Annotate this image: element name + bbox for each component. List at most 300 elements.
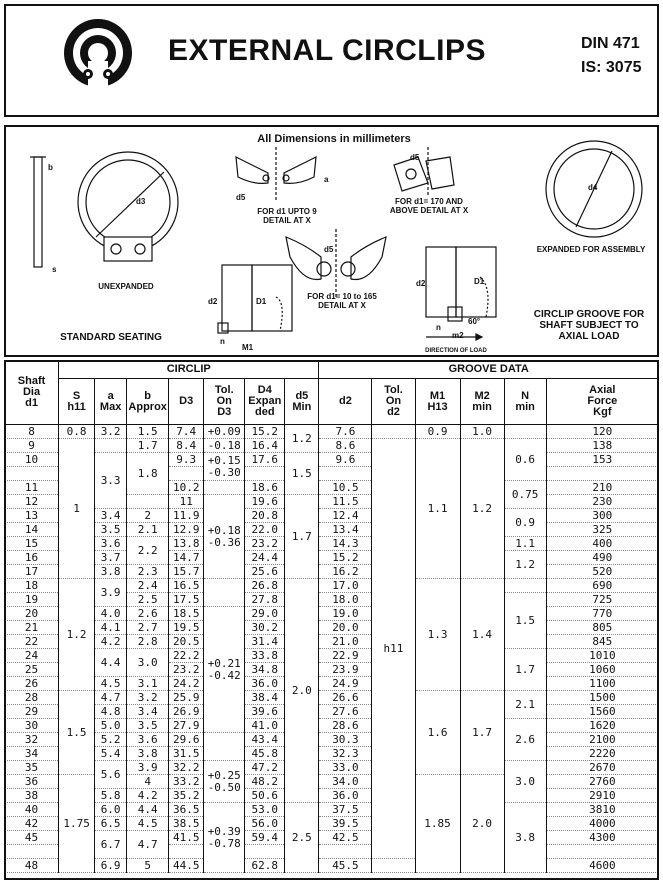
cell-d1: 20: [5, 607, 59, 621]
cell-b: 5: [127, 859, 169, 873]
cell-d1: 10: [5, 453, 59, 467]
cell-a: 5.4: [95, 747, 127, 761]
cell-m2: 2.0: [460, 775, 504, 873]
cell-a: 4.2: [95, 635, 127, 649]
cell-force: 805: [546, 621, 658, 635]
cell-d1: 11: [5, 481, 59, 495]
cell-d4: 24.4: [245, 551, 285, 565]
cell-d4: 29.0: [245, 607, 285, 621]
cell-d2: 21.0: [319, 635, 372, 649]
cell-force: 2670: [546, 761, 658, 775]
cell-d2: 17.0: [319, 579, 372, 593]
cell-force: 1560: [546, 705, 658, 719]
table-body: [5, 425, 659, 873]
cell-n: 3.8: [504, 803, 546, 873]
cell-d3: 23.2: [169, 663, 204, 677]
table-row: [5, 691, 659, 705]
cell-tol3: +0.39 -0.78: [204, 803, 245, 873]
cell-d2: 16.2: [319, 565, 372, 579]
table-row: [5, 761, 659, 775]
cell-a: 3.7: [95, 551, 127, 565]
dim-d3: d3: [136, 197, 146, 206]
cell-d1: 45: [5, 831, 59, 845]
circlip-logo-icon: [58, 16, 138, 94]
cell-d3: 31.5: [169, 747, 204, 761]
cell-d2: 37.5: [319, 803, 372, 817]
dim-d2-b: d2: [416, 279, 426, 288]
cell-a: 6.9: [95, 859, 127, 873]
cell-d1: [5, 467, 59, 481]
cell-a: 6.5: [95, 817, 127, 831]
dim-m2: m2: [452, 331, 464, 340]
din-code: DIN 471: [581, 35, 640, 52]
cell-force: 4000: [546, 817, 658, 831]
cell-b: 1.7: [127, 439, 169, 453]
cell-d2: 20.0: [319, 621, 372, 635]
table-row: [5, 635, 659, 649]
table-row: [5, 789, 659, 803]
table-row: [5, 859, 659, 873]
cell-d4: 43.4: [245, 733, 285, 747]
cell-b: 2: [127, 509, 169, 523]
cell-b: 4.5: [127, 817, 169, 831]
cell-m1: 1.1: [415, 439, 460, 579]
cell-s: 1.5: [59, 691, 95, 775]
header-d2: d2: [319, 379, 372, 425]
cell-d3: 35.2: [169, 789, 204, 803]
cell-n: 2.6: [504, 719, 546, 761]
header-d4: D4 Expan ded: [245, 379, 285, 425]
dim-d5-b: d5: [410, 153, 420, 162]
table-row: [5, 607, 659, 621]
dim-a: a: [324, 175, 329, 184]
cell-force: 210: [546, 481, 658, 495]
cell-d2: 42.5: [319, 831, 372, 845]
cell-d3: 27.9: [169, 719, 204, 733]
cell-force: 2760: [546, 775, 658, 789]
cell-tol3: +0.25 -0.50: [204, 761, 245, 803]
cell-b: 3.2: [127, 691, 169, 705]
cell-b: 3.1: [127, 677, 169, 691]
header: [4, 4, 659, 117]
dim-D1: D1: [256, 297, 267, 306]
cell-d2: 32.3: [319, 747, 372, 761]
cell-n: 1.2: [504, 551, 546, 579]
cell-d1: 13: [5, 509, 59, 523]
table-row: [5, 831, 659, 845]
cell-d4: 18.6: [245, 481, 285, 495]
cell-force: 153: [546, 453, 658, 467]
dim-M1: M1: [242, 343, 254, 352]
cell-tol3: [204, 733, 245, 761]
cell-a: 4.5: [95, 677, 127, 691]
table-row: [5, 579, 659, 593]
cell-m2: 1.4: [460, 579, 504, 691]
cell-d1: 12: [5, 495, 59, 509]
table-row: [5, 719, 659, 733]
cell-d3: 15.7: [169, 565, 204, 579]
cell-d4: 41.0: [245, 719, 285, 733]
cell-tol2: h11: [372, 439, 415, 859]
cell-d1: 14: [5, 523, 59, 537]
cell-b: 2.8: [127, 635, 169, 649]
unexpanded-label: UNEXPANDED: [98, 282, 154, 291]
groove-note-label: CIRCLIP GROOVE FOR SHAFT SUBJECT TO AXIAL LOAD: [533, 309, 645, 342]
cell-force: 770: [546, 607, 658, 621]
cell-force: 3810: [546, 803, 658, 817]
table-row: [5, 453, 659, 467]
cell-b: 3.6: [127, 733, 169, 747]
expanded-label: EXPANDED FOR ASSEMBLY: [536, 245, 646, 254]
cell-d1: 32: [5, 733, 59, 747]
cell-force: 1010: [546, 649, 658, 663]
cell-a: 3.6: [95, 537, 127, 551]
cell-d1: 24: [5, 649, 59, 663]
cell-d1: 48: [5, 859, 59, 873]
cell-d1: 21: [5, 621, 59, 635]
cell-a: 3.9: [95, 579, 127, 607]
cell-n: 0.9: [504, 509, 546, 537]
cell-force: 2910: [546, 789, 658, 803]
cell-d2: 23.9: [319, 663, 372, 677]
cell-tol3: +0.18 -0.36: [204, 495, 245, 579]
cell-force: 120: [546, 425, 658, 439]
cell-n: 1.1: [504, 537, 546, 551]
cell-m2: 1.7: [460, 691, 504, 775]
dim-n: n: [220, 337, 225, 346]
cell-b: 3.0: [127, 649, 169, 677]
cell-d3: 32.2: [169, 761, 204, 775]
standard-codes: [581, 32, 641, 80]
cell-d4: 50.6: [245, 789, 285, 803]
cell-n: 1.5: [504, 593, 546, 649]
header-tol-d2: Tol. On d2: [372, 379, 415, 425]
cell-force: 325: [546, 523, 658, 537]
cell-d2: 27.6: [319, 705, 372, 719]
cell-d3: 10.2: [169, 481, 204, 495]
cell-a: [95, 439, 127, 453]
cell-b: 2.4: [127, 579, 169, 593]
cell-b: 4.2: [127, 789, 169, 803]
table-row: [5, 817, 659, 831]
table-row: [5, 537, 659, 551]
table-row: [5, 705, 659, 719]
is-code: IS: 3075: [581, 59, 642, 76]
cell-d2: 33.0: [319, 761, 372, 775]
cell-d2: 12.4: [319, 509, 372, 523]
cell-a: 4.7: [95, 691, 127, 705]
header-tol-d3: Tol. On D3: [204, 379, 245, 425]
cell-s: 1.75: [59, 775, 95, 873]
cell-force: 1100: [546, 677, 658, 691]
cell-b: 2.6: [127, 607, 169, 621]
cell-d1: 28: [5, 691, 59, 705]
cell-d3: 13.8: [169, 537, 204, 551]
cell-d3: 24.2: [169, 677, 204, 691]
cell-d1: 16: [5, 551, 59, 565]
cell-force: [546, 845, 658, 859]
cell-tol3: +0.15 -0.30: [204, 453, 245, 481]
cell-d3: 7.4: [169, 425, 204, 439]
cell-d2: 24.9: [319, 677, 372, 691]
cell-d4: 59.4: [245, 831, 285, 845]
table-row: [5, 803, 659, 817]
cell-d4: 34.8: [245, 663, 285, 677]
header-m2: M2 min: [460, 379, 504, 425]
cell-a: 3.3: [95, 453, 127, 509]
cell-d2: [319, 845, 372, 859]
cell-s: 1: [59, 439, 95, 579]
cell-d2: 11.5: [319, 495, 372, 509]
cell-d4: [245, 845, 285, 859]
cell-d2: 39.5: [319, 817, 372, 831]
cell-d1: 29: [5, 705, 59, 719]
cell-d4: 20.8: [245, 509, 285, 523]
table-row: [5, 425, 659, 439]
header-d5: d5 Min: [285, 379, 319, 425]
cell-tol3: +0.09: [204, 425, 245, 439]
cell-d4: 62.8: [245, 859, 285, 873]
cell-a: 5.6: [95, 761, 127, 789]
cell-d3: 36.5: [169, 803, 204, 817]
header-force: Axial Force Kgf: [546, 379, 658, 425]
cell-d3: 38.5: [169, 817, 204, 831]
cell-d2: 22.9: [319, 649, 372, 663]
cell-force: 4300: [546, 831, 658, 845]
cell-a: 3.2: [95, 425, 127, 439]
cell-force: 138: [546, 439, 658, 453]
cell-d4: 31.4: [245, 635, 285, 649]
cell-d2: 26.6: [319, 691, 372, 705]
cell-d4: 47.2: [245, 761, 285, 775]
table-row: [5, 621, 659, 635]
cell-n: 0.75: [504, 481, 546, 509]
cell-d3: 29.6: [169, 733, 204, 747]
detail-upto9-label: FOR d1 UPTO 9 DETAIL AT X: [257, 207, 317, 225]
cell-tol3: [204, 579, 245, 607]
cell-b: 2.1: [127, 523, 169, 537]
header-d3: D3: [169, 379, 204, 425]
dim-D1-b: D1: [474, 277, 485, 286]
cell-d1: 30: [5, 719, 59, 733]
cell-a: 4.0: [95, 607, 127, 621]
cell-tol3: -0.18: [204, 439, 245, 453]
cell-a: 5.8: [95, 789, 127, 803]
cell-m1: 0.9: [415, 425, 460, 439]
cell-d2: 36.0: [319, 789, 372, 803]
table-row: [5, 733, 659, 747]
cell-force: 1500: [546, 691, 658, 705]
dim-angle: 60°: [468, 317, 481, 326]
cell-d3: 19.5: [169, 621, 204, 635]
cell-d3: 11: [169, 495, 204, 509]
cell-b: 1.8: [127, 453, 169, 495]
cell-b: 4: [127, 775, 169, 789]
cell-d2: 14.3: [319, 537, 372, 551]
cell-d1: 17: [5, 565, 59, 579]
cell-n: [504, 579, 546, 593]
cell-d2: 30.3: [319, 733, 372, 747]
cell-d4: 38.4: [245, 691, 285, 705]
cell-tol3: [204, 481, 245, 495]
cell-d4: 56.0: [245, 817, 285, 831]
cell-tol3: +0.21 -0.42: [204, 607, 245, 733]
cell-force: 4600: [546, 859, 658, 873]
direction-of-load-label: DIRECTION OF LOAD: [425, 348, 487, 354]
detail-10-165-label: FOR d1= 10 to 165 DETAIL AT X: [307, 292, 377, 310]
cell-m2: 1.2: [460, 439, 504, 579]
header-circlip: CIRCLIP: [59, 361, 319, 379]
page-title: EXTERNAL CIRCLIPS: [168, 34, 486, 67]
cell-a: 6.7: [95, 831, 127, 859]
dim-d4: d4: [588, 183, 598, 192]
cell-d2: 7.6: [319, 425, 372, 439]
cell-force: 2220: [546, 747, 658, 761]
header-b: b Approx: [127, 379, 169, 425]
cell-d1: 38: [5, 789, 59, 803]
cell-n: 2.1: [504, 691, 546, 719]
header-m1: M1 H13: [415, 379, 460, 425]
cell-d4: 30.2: [245, 621, 285, 635]
cell-d5: 1.7: [285, 495, 319, 579]
cell-d4: 17.6: [245, 453, 285, 467]
cell-d3: 11.9: [169, 509, 204, 523]
table-row: [5, 523, 659, 537]
cell-a: 4.8: [95, 705, 127, 719]
cell-d1: 40: [5, 803, 59, 817]
cell-d1: 42: [5, 817, 59, 831]
dim-s: s: [52, 265, 57, 274]
cell-force: 520: [546, 565, 658, 579]
cell-d2: 18.0: [319, 593, 372, 607]
cell-d3: 12.9: [169, 523, 204, 537]
technical-diagram: [4, 125, 659, 357]
table-row: [5, 565, 659, 579]
cell-d3: 18.5: [169, 607, 204, 621]
cell-d4: 22.0: [245, 523, 285, 537]
cell-d2: [319, 467, 372, 481]
cell-b: 4.4: [127, 803, 169, 817]
cell-force: [546, 467, 658, 481]
cell-b: 2.2: [127, 537, 169, 565]
cell-force: 1060: [546, 663, 658, 677]
cell-d4: 48.2: [245, 775, 285, 789]
cell-d4: 23.2: [245, 537, 285, 551]
cell-force: 725: [546, 593, 658, 607]
cell-b: 3.5: [127, 719, 169, 733]
cell-b: 3.9: [127, 761, 169, 775]
cell-a: 3.8: [95, 565, 127, 579]
cell-d3: 8.4: [169, 439, 204, 453]
cell-d2: 45.5: [319, 859, 372, 873]
cell-d1: 25: [5, 663, 59, 677]
dimensions-note: All Dimensions in millimeters: [257, 133, 411, 145]
table-row: [5, 439, 659, 453]
cell-b: [127, 495, 169, 509]
cell-s: 0.8: [59, 425, 95, 439]
dim-d5: d5: [236, 193, 246, 202]
cell-d4: 25.6: [245, 565, 285, 579]
table-row: [5, 551, 659, 565]
cell-d1: 15: [5, 537, 59, 551]
cell-b: 2.7: [127, 621, 169, 635]
cell-m1: 1.3: [415, 579, 460, 691]
cell-tol2: [372, 859, 415, 873]
cell-a: 4.4: [95, 649, 127, 677]
cell-d4: 15.2: [245, 425, 285, 439]
dim-d5-c: d5: [324, 245, 334, 254]
header-groove: GROOVE DATA: [319, 361, 659, 379]
cell-force: 300: [546, 509, 658, 523]
cell-d1: 9: [5, 439, 59, 453]
cell-d3: 16.5: [169, 579, 204, 593]
cell-b: 3.8: [127, 747, 169, 761]
cell-d3: [169, 467, 204, 481]
header-shaft: Shaft Dia d1: [5, 361, 59, 425]
cell-d5: 1.5: [285, 453, 319, 495]
cell-d1: 26: [5, 677, 59, 691]
cell-d1: 18: [5, 579, 59, 593]
cell-force: 490: [546, 551, 658, 565]
cell-d2: 10.5: [319, 481, 372, 495]
cell-n: [504, 425, 546, 439]
cell-d4: 27.8: [245, 593, 285, 607]
cell-b: 1.5: [127, 425, 169, 439]
cell-d3: 9.3: [169, 453, 204, 467]
cell-d3: 25.9: [169, 691, 204, 705]
cell-d2: 34.0: [319, 775, 372, 789]
cell-d4: 45.8: [245, 747, 285, 761]
cell-d1: 22: [5, 635, 59, 649]
cell-d2: 8.6: [319, 439, 372, 453]
cell-force: 400: [546, 537, 658, 551]
cell-d5: 2.5: [285, 803, 319, 873]
cell-d1: 8: [5, 425, 59, 439]
cell-d3: 14.7: [169, 551, 204, 565]
cell-b: 2.3: [127, 565, 169, 579]
cell-force: 230: [546, 495, 658, 509]
cell-a: 3.4: [95, 509, 127, 523]
cell-b: 4.7: [127, 831, 169, 859]
cell-d3: 33.2: [169, 775, 204, 789]
cell-m2: 1.0: [460, 425, 504, 439]
cell-d5: 2.0: [285, 579, 319, 803]
cell-d3: 22.2: [169, 649, 204, 663]
table-row: [5, 747, 659, 761]
cell-d2: 13.4: [319, 523, 372, 537]
cell-d3: [169, 845, 204, 859]
cell-d4: 19.6: [245, 495, 285, 509]
cell-d2: 9.6: [319, 453, 372, 467]
cell-d3: 20.5: [169, 635, 204, 649]
table-row: [5, 509, 659, 523]
cell-d1: 35: [5, 761, 59, 775]
detail-170-label: FOR d1= 170 AND ABOVE DETAIL AT X: [389, 197, 469, 215]
cell-d4: 26.8: [245, 579, 285, 593]
cell-force: 690: [546, 579, 658, 593]
circlip-data-table: [4, 360, 659, 873]
cell-force: 2100: [546, 733, 658, 747]
cell-d4: 53.0: [245, 803, 285, 817]
cell-d1: 19: [5, 593, 59, 607]
cell-d2: 19.0: [319, 607, 372, 621]
cell-force: 1620: [546, 719, 658, 733]
cell-d2: 28.6: [319, 719, 372, 733]
cell-d4: 39.6: [245, 705, 285, 719]
cell-d1: 36: [5, 775, 59, 789]
cell-a: 6.0: [95, 803, 127, 817]
cell-m1: 1.85: [415, 775, 460, 873]
